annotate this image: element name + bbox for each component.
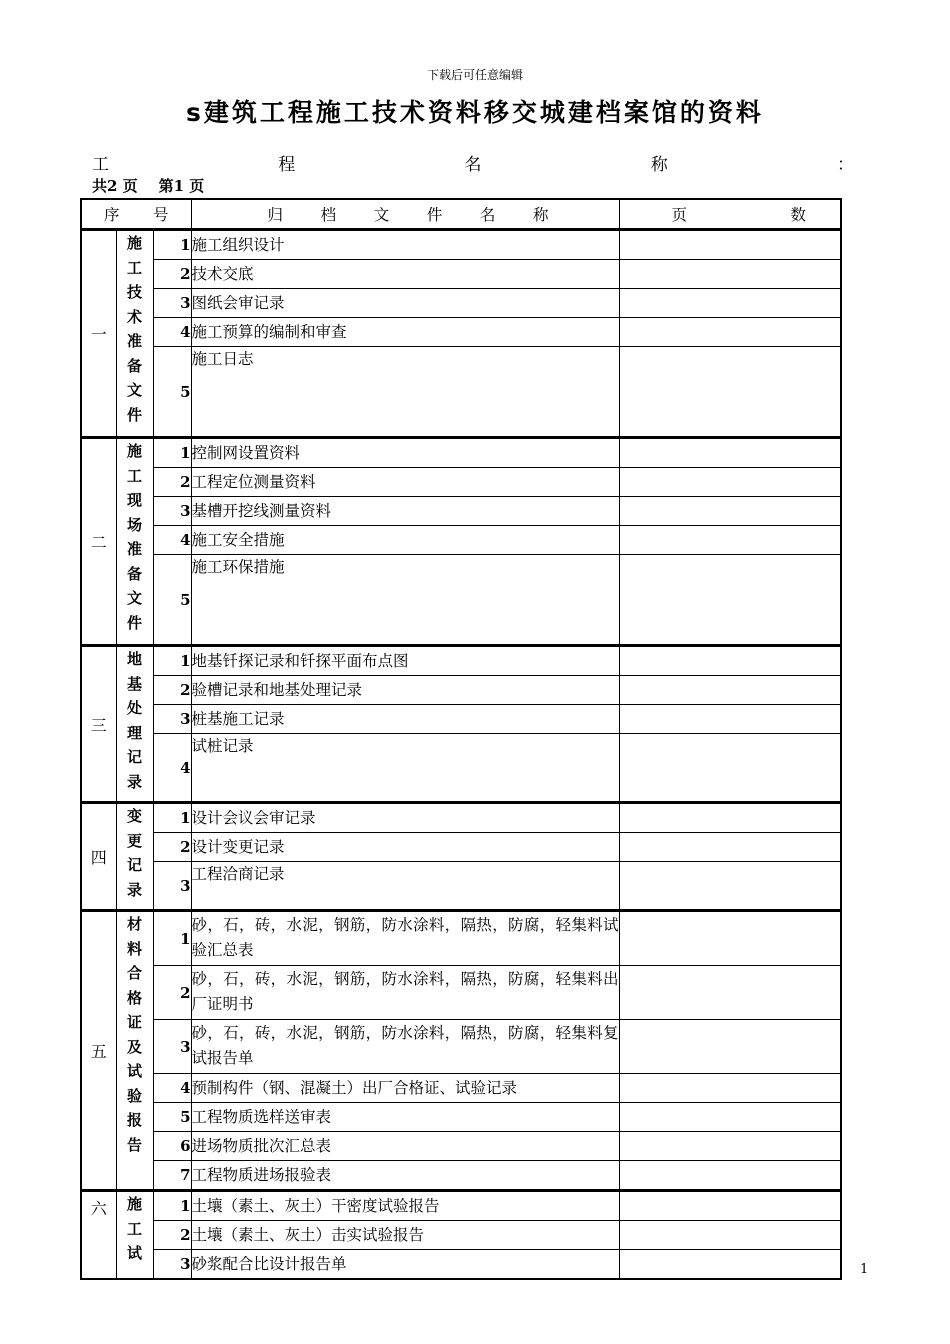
item-page-count[interactable]	[619, 526, 841, 555]
table-row	[81, 438, 841, 468]
category-char: 试	[126, 1062, 142, 1080]
header-sequence	[81, 199, 191, 230]
item-document-name: 试桩记录	[191, 734, 619, 803]
item-page-count[interactable]	[619, 1074, 841, 1103]
archive-document-table	[80, 198, 842, 1280]
item-document-name: 砂，石，砖，水泥，钢筋，防水涂料，隔热，防腐，轻集料出厂证明书	[191, 966, 619, 1020]
category-char: 备	[126, 356, 142, 375]
group-category	[116, 646, 153, 803]
category-char: 文	[126, 589, 142, 607]
item-page-count[interactable]	[619, 230, 841, 260]
group-numeral: 四	[81, 803, 116, 911]
item-page-count[interactable]	[619, 1221, 841, 1250]
header-char: 档	[320, 206, 337, 224]
category-char: 验	[126, 1086, 142, 1105]
item-number: 2	[153, 676, 191, 705]
table-row	[81, 911, 841, 966]
category-char: 记	[126, 748, 142, 766]
item-document-name: 地基钎探记录和钎探平面布点图	[191, 646, 619, 676]
header-char: 数	[790, 206, 807, 224]
item-page-count[interactable]	[619, 803, 841, 833]
project-name-char: 工	[92, 155, 109, 175]
category-char: 准	[126, 332, 142, 350]
item-number: 3	[153, 862, 191, 911]
item-number: 1	[153, 1191, 191, 1221]
item-number: 5	[153, 347, 191, 438]
group-category	[116, 803, 153, 911]
item-number: 2	[153, 833, 191, 862]
item-page-count[interactable]	[619, 468, 841, 497]
item-number: 3	[153, 289, 191, 318]
table-row	[81, 1020, 841, 1074]
header-document-name	[191, 199, 619, 230]
table-row	[81, 1161, 841, 1191]
table-row	[81, 230, 841, 260]
table-row	[81, 705, 841, 734]
category-char: 施	[126, 234, 142, 252]
item-page-count[interactable]	[619, 1103, 841, 1132]
table-row	[81, 676, 841, 705]
item-document-name: 基槽开挖线测量资料	[191, 497, 619, 526]
category-char: 记	[126, 856, 142, 874]
header-char: 序	[104, 206, 120, 224]
category-char: 工	[126, 258, 142, 277]
item-number: 1	[153, 230, 191, 260]
table-row	[81, 734, 841, 803]
header-char: 称	[533, 206, 549, 224]
item-document-name: 预制构件（钢、混凝土）出厂合格证、试验记录	[191, 1074, 619, 1103]
item-number: 5	[153, 1103, 191, 1132]
item-number: 5	[153, 555, 191, 646]
group-numeral: 三	[81, 646, 116, 803]
item-number: 3	[153, 1020, 191, 1074]
category-char: 备	[126, 564, 142, 583]
category-char: 场	[126, 515, 142, 534]
group-numeral: 一	[81, 230, 116, 438]
header-char: 页	[671, 206, 688, 224]
category-char: 处	[126, 699, 142, 717]
group-numeral: 六	[81, 1191, 116, 1280]
group-category	[116, 911, 153, 1191]
item-page-count[interactable]	[619, 862, 841, 911]
item-document-name: 验槽记录和地基处理记录	[191, 676, 619, 705]
item-number: 1	[153, 646, 191, 676]
table-row	[81, 966, 841, 1020]
watermark-text: 下载后可任意编辑	[426, 68, 523, 82]
item-document-name: 工程物质进场报验表	[191, 1161, 619, 1191]
item-page-count[interactable]	[619, 734, 841, 803]
table-row	[81, 833, 841, 862]
category-char: 基	[126, 674, 142, 693]
category-char: 工	[126, 466, 142, 485]
item-page-count[interactable]	[619, 347, 841, 438]
item-number: 1	[153, 911, 191, 966]
item-number: 3	[153, 497, 191, 526]
table-row	[81, 803, 841, 833]
item-document-name: 土壤（素土、灰土）干密度试验报告	[191, 1191, 619, 1221]
table-row	[81, 862, 841, 911]
table-row	[81, 1103, 841, 1132]
item-document-name: 土壤（素土、灰土）击实试验报告	[191, 1221, 619, 1250]
category-char: 准	[126, 540, 142, 558]
document-title: s建筑工程施工技术资料移交城建档案馆的资料	[186, 98, 764, 127]
item-page-count[interactable]	[619, 1191, 841, 1221]
item-document-name: 施工日志	[191, 347, 619, 438]
item-document-name: 施工安全措施	[191, 526, 619, 555]
project-name-char: 程	[278, 155, 296, 175]
item-page-count[interactable]	[619, 1020, 841, 1074]
item-document-name: 控制网设置资料	[191, 438, 619, 468]
table-row	[81, 318, 841, 347]
category-char: 录	[126, 880, 142, 899]
item-document-name: 砂浆配合比设计报告单	[191, 1250, 619, 1280]
item-page-count[interactable]	[619, 1161, 841, 1191]
item-page-count[interactable]	[619, 833, 841, 862]
current-page: 第1 页	[158, 177, 205, 195]
table-row	[81, 555, 841, 646]
item-page-count[interactable]	[619, 289, 841, 318]
table-row	[81, 468, 841, 497]
item-document-name: 工程定位测量资料	[191, 468, 619, 497]
table-row	[81, 497, 841, 526]
header-char: 号	[153, 206, 169, 224]
item-page-count[interactable]	[619, 676, 841, 705]
item-number: 4	[153, 734, 191, 803]
item-page-count[interactable]	[619, 1132, 841, 1161]
category-char: 合	[126, 964, 142, 982]
category-char: 理	[126, 723, 142, 742]
item-document-name: 施工环保措施	[191, 555, 619, 646]
category-char: 地	[126, 650, 142, 668]
item-page-count[interactable]	[619, 497, 841, 526]
category-char: 件	[126, 405, 142, 424]
item-page-count[interactable]	[619, 966, 841, 1020]
table-row	[81, 289, 841, 318]
group-category	[116, 230, 153, 438]
project-name-char: 名	[464, 155, 482, 175]
item-number: 4	[153, 318, 191, 347]
category-char: 件	[126, 613, 142, 632]
category-char: 施	[126, 1195, 142, 1213]
item-document-name: 砂，石，砖，水泥，钢筋，防水涂料，隔热，防腐，轻集料试验汇总表	[191, 911, 619, 966]
item-number: 3	[153, 1250, 191, 1280]
project-name-line	[92, 150, 854, 175]
category-char: 施	[126, 442, 142, 460]
item-page-count[interactable]	[619, 438, 841, 468]
table-row	[81, 1221, 841, 1250]
table-row	[81, 1250, 841, 1280]
item-number: 1	[153, 803, 191, 833]
item-page-count[interactable]	[619, 646, 841, 676]
category-char: 料	[126, 939, 142, 958]
item-number: 4	[153, 526, 191, 555]
item-document-name: 桩基施工记录	[191, 705, 619, 734]
item-document-name: 技术交底	[191, 260, 619, 289]
category-char: 及	[126, 1037, 142, 1056]
category-char: 录	[126, 772, 142, 791]
item-number: 2	[153, 260, 191, 289]
category-char: 技	[126, 283, 142, 301]
category-char: 现	[126, 491, 142, 509]
table-row	[81, 1074, 841, 1103]
item-document-name: 设计变更记录	[191, 833, 619, 862]
item-document-name: 设计会议会审记录	[191, 803, 619, 833]
item-number: 4	[153, 1074, 191, 1103]
item-number: 2	[153, 966, 191, 1020]
group-numeral: 二	[81, 438, 116, 646]
project-name-colon: ：	[837, 155, 854, 175]
group-category	[116, 1191, 153, 1280]
item-document-name: 砂，石，砖，水泥，钢筋，防水涂料，隔热，防腐，轻集料复试报告单	[191, 1020, 619, 1074]
item-page-count[interactable]	[619, 911, 841, 966]
item-page-count[interactable]	[619, 705, 841, 734]
table-row	[81, 1132, 841, 1161]
item-document-name: 工程洽商记录	[191, 862, 619, 911]
header-char: 文	[373, 206, 390, 224]
item-number: 2	[153, 468, 191, 497]
category-char: 证	[126, 1013, 142, 1031]
header-char: 件	[426, 206, 443, 224]
category-char: 文	[126, 381, 142, 399]
project-name-char: 称	[650, 155, 668, 175]
group-numeral: 五	[81, 911, 116, 1191]
item-document-name: 图纸会审记录	[191, 289, 619, 318]
item-number: 3	[153, 705, 191, 734]
page-count-line	[92, 175, 204, 196]
item-page-count[interactable]	[619, 318, 841, 347]
category-char: 格	[126, 988, 142, 1007]
item-page-count[interactable]	[619, 555, 841, 646]
category-char: 试	[126, 1244, 142, 1262]
header-char: 归	[267, 206, 284, 224]
group-category	[116, 438, 153, 646]
page-number: 1	[860, 1262, 869, 1277]
table-row	[81, 1191, 841, 1221]
item-page-count[interactable]	[619, 260, 841, 289]
category-char: 变	[126, 807, 142, 825]
item-number: 2	[153, 1221, 191, 1250]
table-row	[81, 260, 841, 289]
item-page-count[interactable]	[619, 1250, 841, 1280]
category-char: 报	[126, 1111, 142, 1129]
item-number: 7	[153, 1161, 191, 1191]
header-char: 名	[479, 206, 496, 224]
category-char: 告	[126, 1135, 142, 1154]
item-document-name: 施工预算的编制和审查	[191, 318, 619, 347]
item-number: 1	[153, 438, 191, 468]
category-char: 更	[126, 831, 142, 850]
table-row	[81, 646, 841, 676]
item-number: 6	[153, 1132, 191, 1161]
table-row	[81, 347, 841, 438]
item-document-name: 施工组织设计	[191, 230, 619, 260]
table-header-row	[81, 199, 841, 230]
item-document-name: 工程物质选样送审表	[191, 1103, 619, 1132]
header-page-count	[619, 199, 841, 230]
table-row	[81, 526, 841, 555]
item-document-name: 进场物质批次汇总表	[191, 1132, 619, 1161]
category-char: 材	[126, 915, 142, 933]
total-pages: 共2 页	[92, 177, 138, 195]
category-char: 术	[126, 307, 142, 326]
category-char: 工	[126, 1219, 142, 1238]
